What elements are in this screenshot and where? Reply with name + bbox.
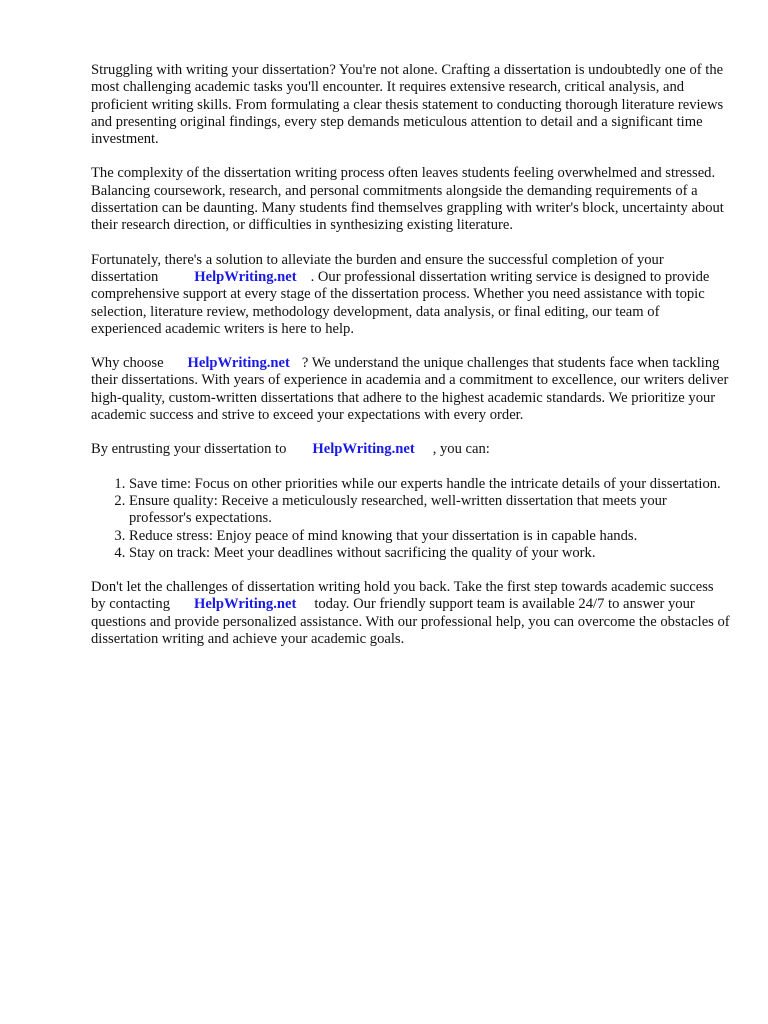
- paragraph-entrusting: [91, 441, 731, 458]
- paragraph-solution-text-before: Fortunately, there's a solution to alleviate the burden and ensure the successful completion of your dissertation: [91, 251, 664, 285]
- paragraph-why-text-before: Why choose: [91, 355, 164, 372]
- helpwriting-link-2[interactable]: HelpWriting.net: [187, 355, 290, 372]
- paragraph-solution-text-after: . Our professional dissertation writing service is designed to provide comprehensive support at every stage of the dissertation process. Whether you need assistance with topic selection, literature review, methodology development, data analysis, or final editing, our team of experienced academic writers is here to help.: [91, 268, 710, 337]
- paragraph-solution: [91, 252, 731, 338]
- paragraph-why-choose: [91, 355, 731, 424]
- paragraph-entrust-text-after: , you can:: [432, 441, 490, 458]
- document-body: [91, 62, 731, 665]
- list-item: 3. Reduce stress: Enjoy peace of mind knowing that your dissertation is in capable hands.: [129, 528, 731, 545]
- paragraph-intro-text: Struggling with writing your dissertation? You're not alone. Crafting a dissertation is undoubtedly one of the most challenging academic tasks you'll encounter. It requires extensive research, critical analysis, and proficient writing skills. From formulating a clear thesis statement to conducting thorough literature reviews and presenting original findings, every step demands meticulous attention to detail and a significant time investment.: [91, 62, 724, 148]
- paragraph-why-text-after: ? We understand the unique challenges that students face when tackling their dissertations. With years of experience in academia and a commitment to excellence, our writers deliver high-quality, custom-written dissertations that adhere to the highest academic standards. We prioritize your academic success and strive to exceed your expectations with every order.: [91, 355, 729, 424]
- helpwriting-link-3[interactable]: HelpWriting.net: [312, 441, 415, 458]
- paragraph-closing: [91, 579, 731, 648]
- paragraph-complexity-text: The complexity of the dissertation writing process often leaves students feeling overwhelmed and stressed. Balancing coursework, research, and personal commitments alongside the demanding requirements of a dissertation can be daunting. Many students find themselves grappling with writer's block, uncertainty about their research direction, or difficulties in synthesizing existing literature.: [91, 165, 724, 234]
- benefits-list: [91, 476, 731, 562]
- list-item: 4. Stay on track: Meet your deadlines without sacrificing the quality of your work.: [129, 545, 731, 562]
- list-item: 1. Save time: Focus on other priorities while our experts handle the intricate details of your dissertation.: [129, 476, 731, 493]
- helpwriting-link-4[interactable]: HelpWriting.net: [194, 596, 297, 613]
- paragraph-intro: [91, 62, 731, 148]
- paragraph-complexity: [91, 165, 731, 234]
- list-item: 2. Ensure quality: Receive a meticulously researched, well-written dissertation that meets your professor's expectations.: [129, 493, 731, 528]
- paragraph-closing-text-before: Don't let the challenges of dissertation writing hold you back. Take the first step towards academic success by contacting: [91, 579, 714, 613]
- paragraph-closing-text-after: today. Our friendly support team is available 24/7 to answer your questions and provide personalized assistance. With our professional help, you can overcome the obstacles of dissertation writing and achieve your academic goals.: [91, 596, 730, 648]
- paragraph-entrust-text-before: By entrusting your dissertation to: [91, 441, 287, 458]
- helpwriting-link-1[interactable]: HelpWriting.net: [194, 268, 297, 285]
